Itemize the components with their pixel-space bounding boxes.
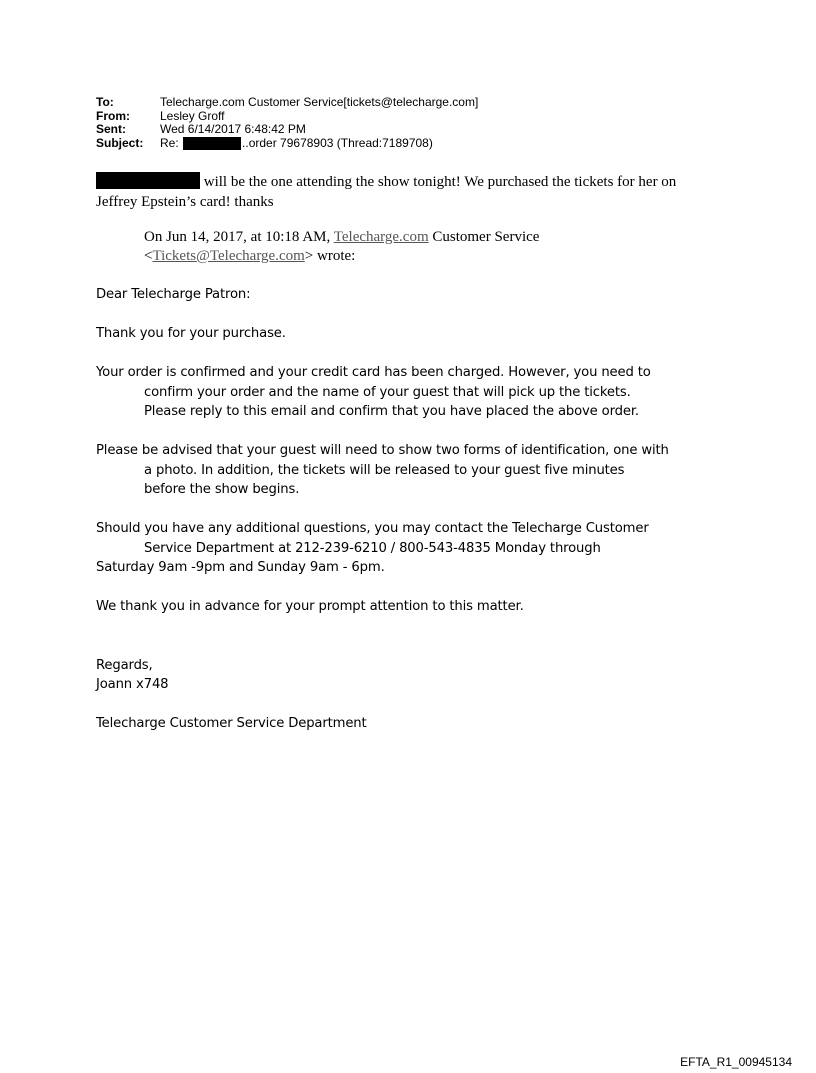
reply-message	[96, 172, 736, 212]
quote-header-line-1	[144, 228, 704, 247]
subject-suffix: ..order 79678903 (Thread:7189708)	[242, 135, 433, 150]
regards: Regards,	[96, 657, 153, 673]
para-3-line-3: Saturday 9am -9pm and Sunday 9am - 6pm.	[96, 560, 385, 575]
redaction-box	[183, 137, 241, 150]
to-label: To:	[96, 95, 114, 109]
subject-prefix: Re:	[160, 135, 179, 150]
greeting: Dear Telecharge Patron:	[96, 287, 251, 302]
para-4: We thank you in advance for your prompt attention to this matter.	[96, 599, 524, 614]
to-value: Telecharge.com Customer Service[tickets@telecharge.com]	[160, 95, 479, 109]
lt-sign: <	[144, 248, 153, 264]
sent-label: Sent:	[96, 122, 126, 136]
para-3-line-1: Should you have any additional questions, you may contact the Telecharge Customer	[96, 521, 649, 536]
para-1-line-2: confirm your order and the name of your guest that will pick up the tickets.	[144, 384, 631, 400]
tickets-email-link[interactable]: Tickets@Telecharge.com	[152, 248, 305, 264]
quote-header-mid: Customer Service	[432, 229, 540, 245]
subject-row	[96, 137, 478, 151]
reply-text-1: will be the one attending the show tonight! We purchased the tickets for her on	[203, 174, 677, 190]
para-2-line-3: before the show begins.	[144, 482, 300, 497]
department: Telecharge Customer Service Department	[96, 716, 367, 731]
quoted-header	[144, 228, 704, 266]
quote-header-end: > wrote:	[304, 248, 356, 264]
redaction-box	[96, 172, 200, 189]
sent-value: Wed 6/14/2017 6:48:42 PM	[160, 122, 306, 136]
quoted-body	[96, 285, 716, 734]
sent-row	[96, 123, 478, 137]
subject-label: Subject:	[96, 135, 144, 150]
reply-line-1	[96, 172, 736, 193]
from-label: From:	[96, 108, 130, 123]
email-header	[96, 96, 478, 150]
para-1-line-3: Please reply to this email and confirm that you have placed the above order.	[144, 404, 639, 419]
from-value: Lesley Groff	[160, 108, 225, 123]
telecharge-link[interactable]: Telecharge.com	[333, 229, 429, 245]
para-3-line-2: Service Department at 212-239-6210 / 800-543-4835 Monday through	[144, 540, 601, 556]
para-2-line-1: Please be advised that your guest will need to show two forms of identification, one with	[96, 443, 669, 458]
para-1-line-1: Your order is confirmed and your credit card has been charged. However, you need to	[96, 365, 651, 380]
para-2-line-2: a photo. In addition, the tickets will be released to your guest five minutes	[144, 462, 625, 478]
document-id: EFTA_R1_00945134	[680, 1055, 792, 1069]
quote-header-line-2	[144, 247, 704, 266]
from-row	[96, 110, 478, 124]
reply-line-2: Jeffrey Epstein’s card! thanks	[96, 193, 274, 210]
subject-value	[160, 137, 433, 151]
to-row	[96, 96, 478, 110]
quote-header-prefix: On Jun 14, 2017, at 10:18 AM,	[144, 229, 331, 245]
thanks-line: Thank you for your purchase.	[96, 326, 286, 341]
sender-name: Joann x748	[96, 677, 169, 692]
